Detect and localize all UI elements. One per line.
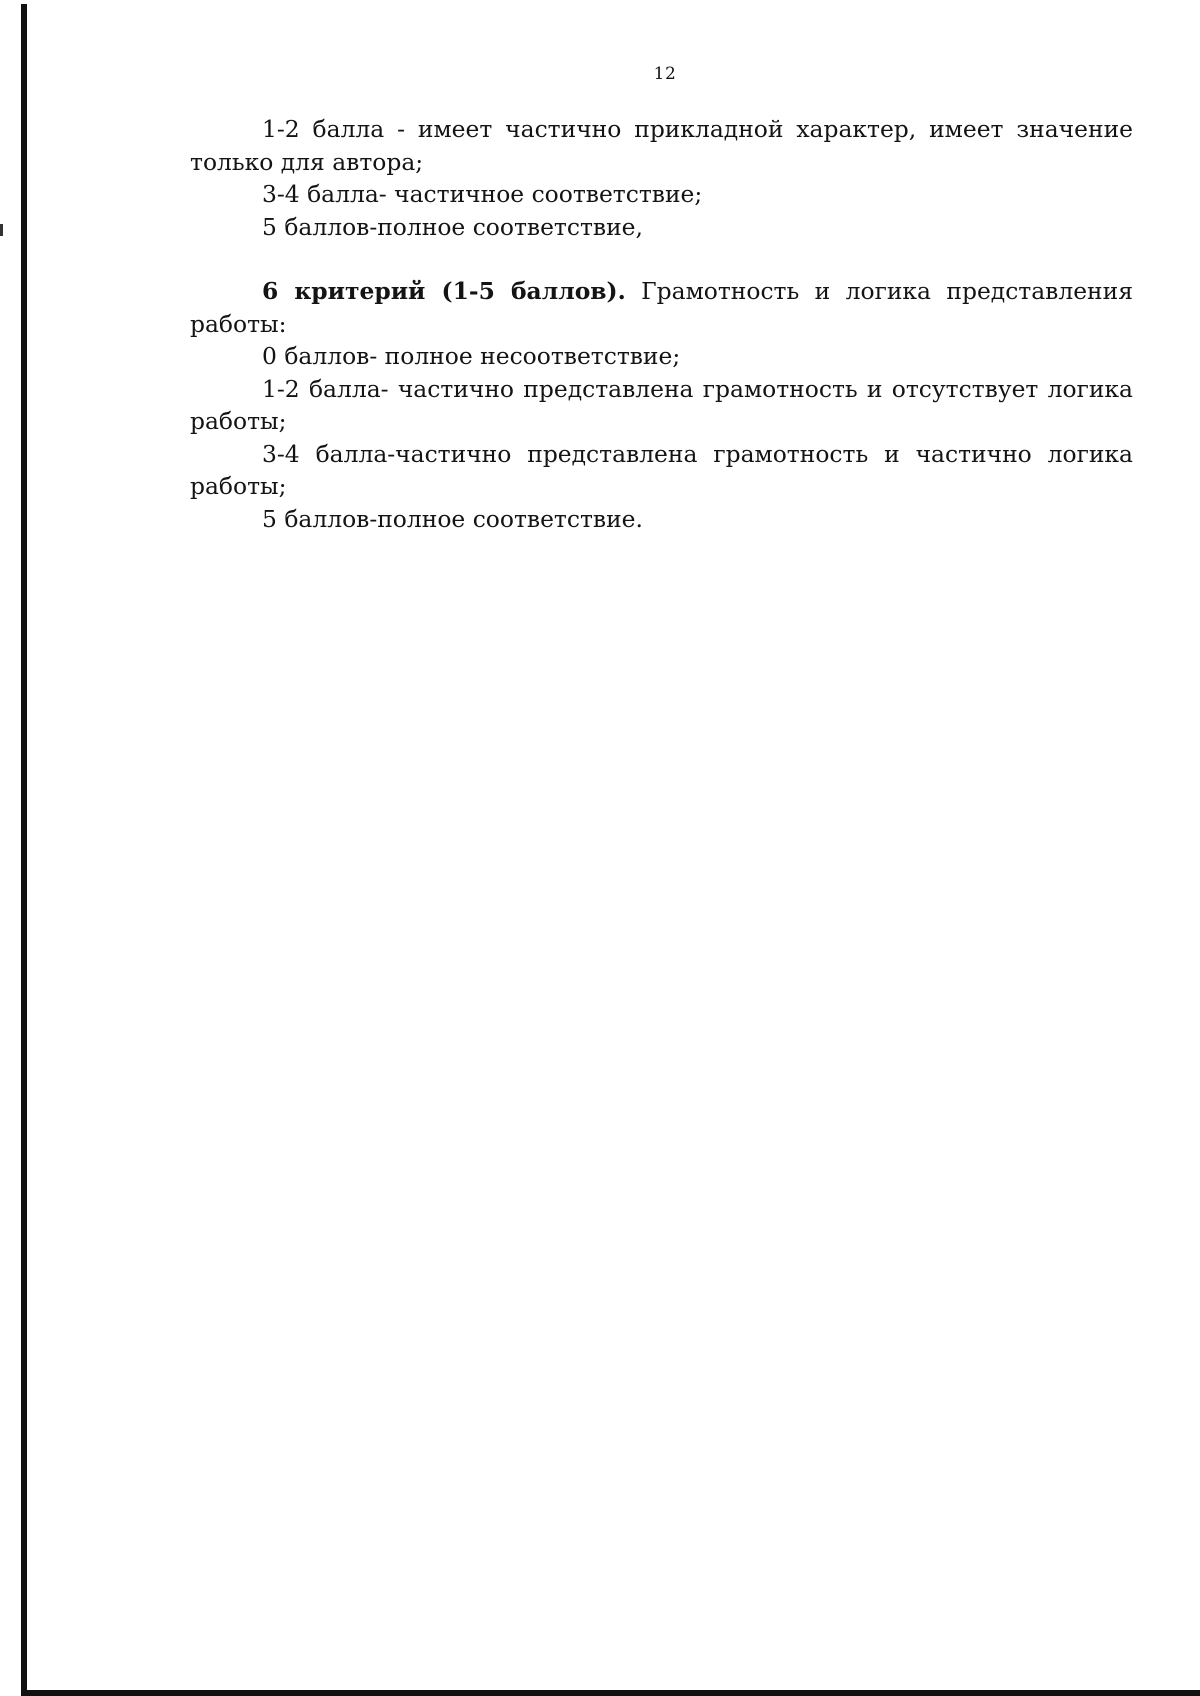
paragraph-score-1-2: 1-2 балла - имеет частично прикладной характер, имеет значение только для автора; — [190, 115, 1133, 176]
paragraph-score-3-4: 3-4 балла- частичное соответствие; — [262, 180, 703, 208]
scan-mark — [0, 224, 3, 236]
document-body — [190, 113, 1133, 535]
page-number: 12 — [653, 64, 677, 84]
scan-border-bottom — [21, 1690, 1200, 1696]
criterion-6-item: 1-2 балла- частично представлена грамотность и отсутствует логика работы; — [190, 374, 1133, 435]
scan-border-left — [21, 4, 27, 1694]
criterion-6-item: 5 баллов-полное соответствие. — [262, 504, 643, 533]
criterion-6-paragraph — [190, 275, 1133, 340]
paragraph-score-5: 5 баллов-полное соответствие, — [262, 212, 643, 241]
criterion-6-item: 0 баллов- полное несоответствие; — [262, 342, 681, 370]
criterion-6-text: Грамотность и логика представления работы: — [190, 277, 1133, 338]
criterion-6-heading: 6 критерий (1-5 баллов). — [262, 277, 626, 305]
criterion-6-item: 3-4 балла-частично представлена грамотность и частично логика работы; — [190, 439, 1133, 500]
